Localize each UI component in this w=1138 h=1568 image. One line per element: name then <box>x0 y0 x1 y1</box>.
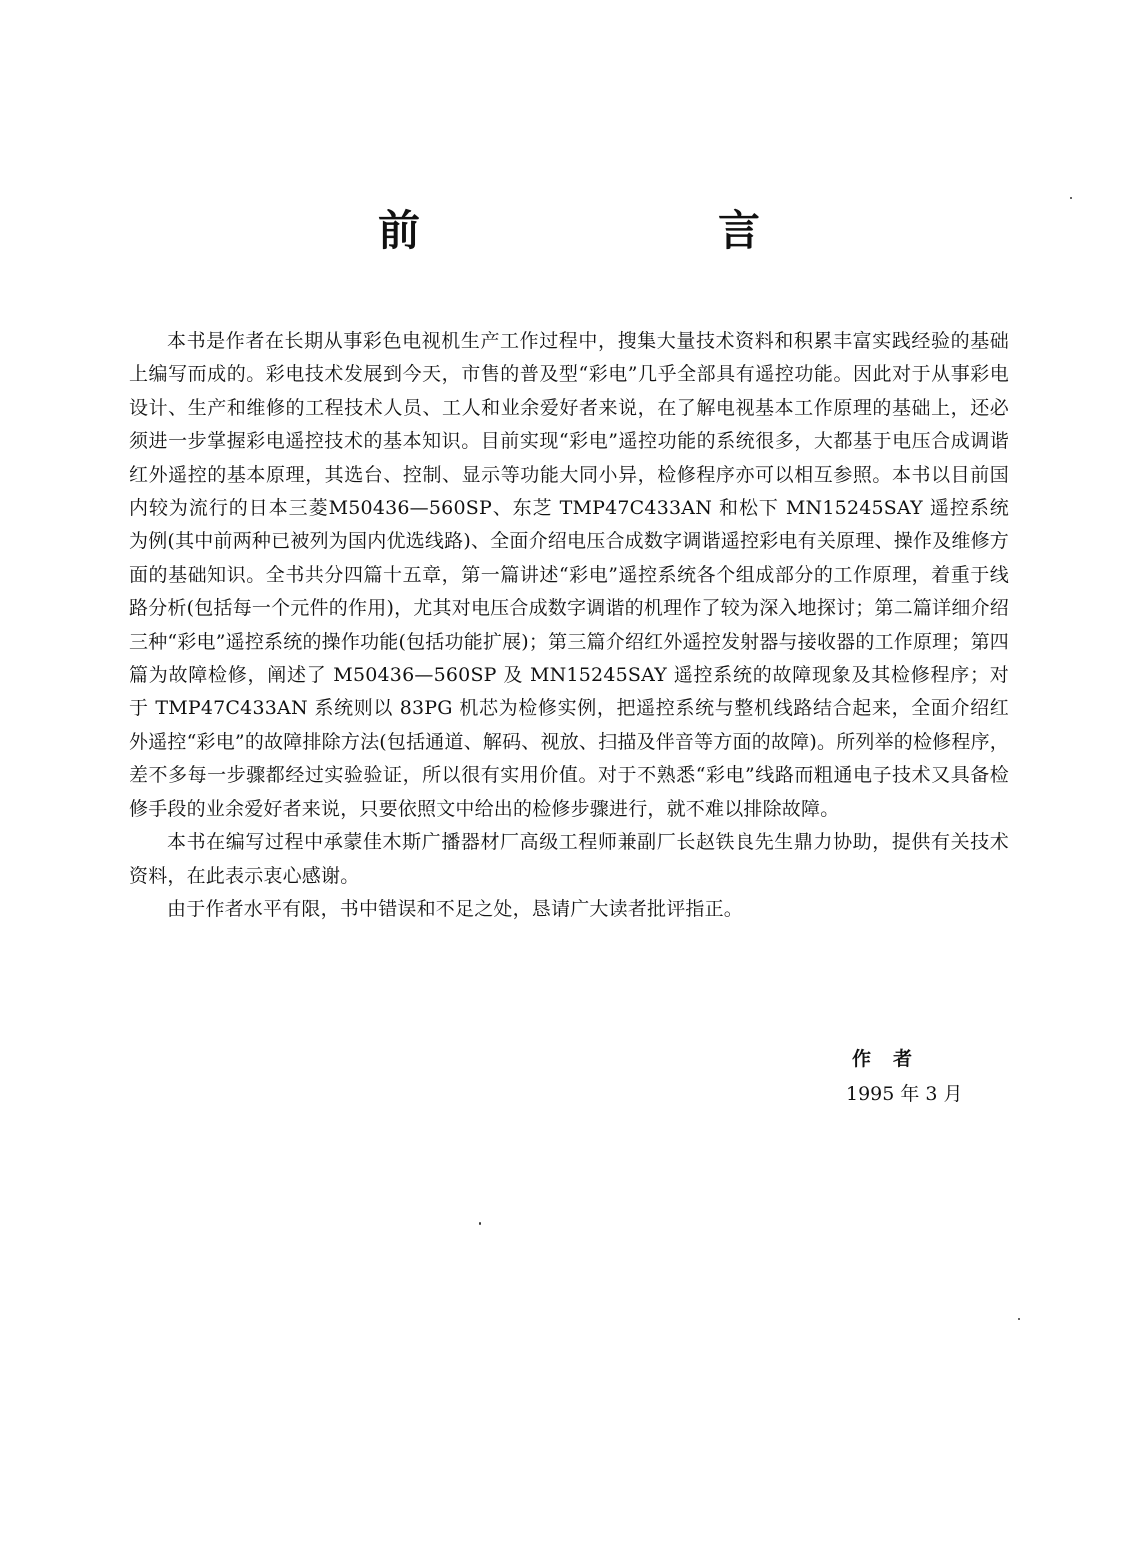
scan-speck <box>1070 197 1072 199</box>
preface-paragraph-1: 本书是作者在长期从事彩色电视机生产工作过程中，搜集大量技术资料和积累丰富实践经验的基础上编写而成的。彩电技术发展到今天，市售的普及型“彩电”几乎全部具有遥控功能。因此对于从事彩电设计、生产和维修的工程技术人员、工人和业余爱好者来说，在了解电视基本工作原理的基础上，还必须进一步掌握彩电遥控技术的基本知识。目前实现“彩电”遥控功能的系统很多，大都基于电压合成调谐红外遥控的基本原理，其选台、控制、显示等功能大同小异，检修程序亦可以相互参照。本书以目前国内较为流行的日本三菱M50436—560SP、东芝 TMP47C433AN 和松下 MN15245SAY 遥控系统为例(其中前两种已被列为国内优选线路)、全面介绍电压合成数字调谐遥控彩电有关原理、操作及维修方面的基础知识。全书共分四篇十五章，第一篇讲述“彩电”遥控系统各个组成部分的工作原理，着重于线路分析(包括每一个元件的作用)，尤其对电压合成数字调谐的机理作了较为深入地探讨；第二篇详细介绍三种“彩电”遥控系统的操作功能(包括功能扩展)；第三篇介绍红外遥控发射器与接收器的工作原理；第四篇为故障检修，阐述了 M50436—560SP 及 MN15245SAY 遥控系统的故障现象及其检修程序；对于 TMP47C433AN 系统则以 83PG 机芯为检修实例，把遥控系统与整机线路结合起来，全面介绍红外遥控“彩电”的故障排除方法(包括通道、解码、视放、扫描及伴音等方面的故障)。所列举的检修程序，差不多每一步骤都经过实验验证，所以很有实用价值。对于不熟悉“彩电”线路而粗通电子技术又具备检修手段的业余爱好者来说，只要依照文中给出的检修步骤进行，就不难以排除故障。 <box>129 330 1009 820</box>
scan-speck <box>1018 1318 1020 1320</box>
scan-speck <box>479 1222 481 1225</box>
preface-body <box>129 325 1009 926</box>
signature-date: 1995 年 3 月 <box>846 1083 963 1105</box>
author-signature: 作者 <box>852 1048 935 1070</box>
signature-block <box>846 1043 986 1111</box>
page-title: 前 言 <box>377 206 888 255</box>
preface-paragraph-2: 本书在编写过程中承蒙佳木斯广播器材厂高级工程师兼副厂长赵铁良先生鼎力协助，提供有关技术资料，在此表示衷心感谢。 <box>129 831 1009 887</box>
preface-paragraph-3: 由于作者水平有限，书中错误和不足之处，恳请广大读者批评指正。 <box>167 897 744 920</box>
